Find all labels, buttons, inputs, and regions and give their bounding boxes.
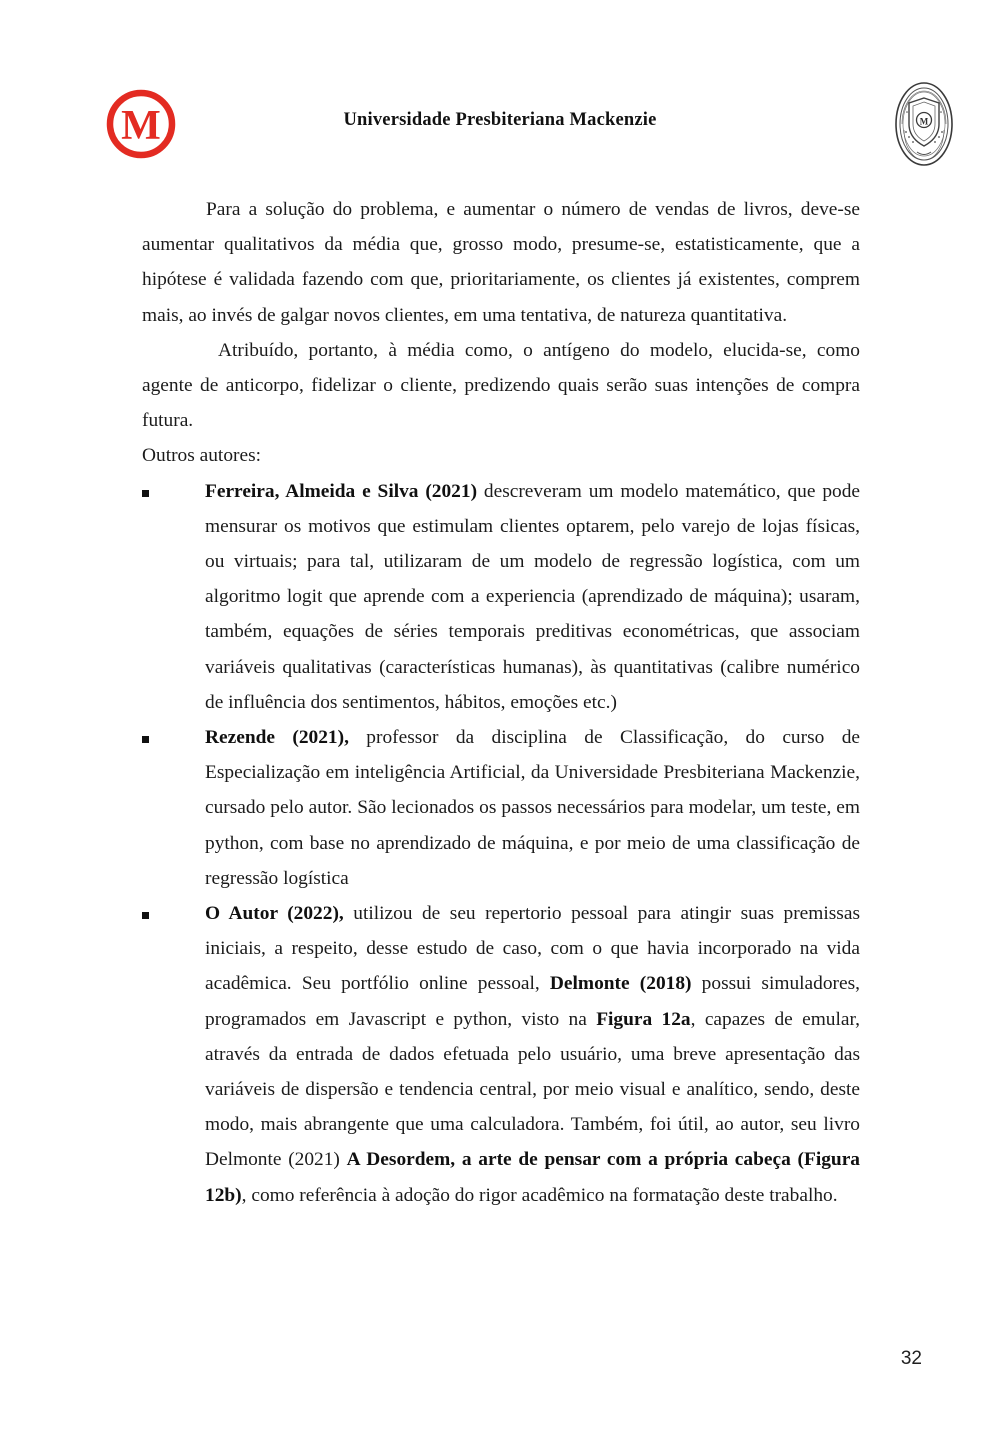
author-citation-ferreira: Ferreira, Almeida e Silva (2021) [205, 480, 478, 502]
author-citation-rezende: Rezende (2021), [205, 727, 349, 749]
authors-bullet-list [142, 474, 860, 1213]
page-title: Universidade Presbiteriana Mackenzie [343, 110, 657, 130]
svg-text:M: M [919, 116, 929, 127]
page-number: 32 [900, 1348, 922, 1369]
bullet-body-part-4: , como referência à adoção do rigor acadêmico na formatação deste trabalho. [241, 1184, 838, 1206]
square-bullet-icon [142, 720, 205, 755]
svg-text:M: M [121, 103, 161, 149]
book-title-a-desordem: A Desordem, a arte de pensar com a própria cabeça (Figura 12b) [205, 1149, 860, 1206]
bullet-body-part-1: utilizou de seu repertorio pessoal para atingir suas premissas iniciais, a respeito, desse estudo de caso, com o que havia incorporado na vida acadêmica. Seu portfólio online pessoal, [205, 903, 860, 995]
list-item [142, 474, 860, 720]
author-citation-o-autor: O Autor (2022), [205, 903, 344, 925]
square-bullet-icon [142, 474, 205, 509]
bullet-body-rezende: professor da disciplina de Classificação, do curso de Especialização em inteligência Artificial, da Universidade Presbiteriana Mackenzie, cursado pelo autor. São lecionados os passos necessários para modelar, um teste, em python, com base no aprendizado de máquina, e por meio de uma classificação de regressão logística [205, 727, 860, 889]
bullet-text-ferreira [205, 474, 860, 720]
outros-autores-label: Outros autores: [142, 445, 262, 467]
document-header [0, 0, 1000, 185]
bullet-body-part-3: , capazes de emular, através da entrada de dados efetuada pelo usuário, uma breve apresentação das variáveis de dispersão e tendencia central, por meio visual e analítico, sendo, deste modo, mais abrangente que uma calculadora. Também, foi útil, ao autor, seu livro Delmonte (2021) [205, 1008, 860, 1171]
figure-reference-12a: Figura 12a [596, 1008, 691, 1030]
bullet-text-o-autor [205, 896, 860, 1213]
square-bullet-icon [142, 896, 205, 931]
author-citation-delmonte-2018: Delmonte (2018) [549, 973, 692, 995]
list-item [142, 720, 860, 896]
bullet-body-part-2: possui simuladores, programados em Javascript e python, visto na [205, 973, 860, 1030]
bullet-text-rezende [205, 720, 860, 896]
bullet-body-ferreira: descreveram um modelo matemático, que pode mensurar os motivos que estimulam clientes optarem, pelo varejo de lojas físicas, ou virtuais; para tal, utilizaram de um modelo de regressão logística, com um algoritmo logit que aprende com a experiencia (aprendizado de máquina); usaram, também, equações de séries temporais preditivas econométricas, que associam variáveis qualitativas (características humanas), às quantitativas (calibre numérico de influência dos sentimentos, hábitos, emoções etc.) [205, 480, 861, 713]
document-body [142, 192, 860, 1213]
list-item [142, 896, 860, 1213]
paragraph-solucao-problema: Para a solução do problema, e aumentar o número de vendas de livros, deve-se aumentar qualitativos da média que, grosso modo, presume-se, estatisticamente, que a hipótese é validada fazendo com que, prioritariamente, os clientes já existentes, comprem mais, ao invés de galgar novos clientes, em uma tentativa, de natureza quantitativa. [142, 199, 860, 326]
paragraph-atribuido-media: Atribuído, portanto, à média como, o antígeno do modelo, elucida-se, como agente de anticorpo, fidelizar o cliente, predizendo quais serão suas intenções de compra futura. [142, 339, 860, 432]
university-seal-crest-icon [893, 80, 955, 168]
